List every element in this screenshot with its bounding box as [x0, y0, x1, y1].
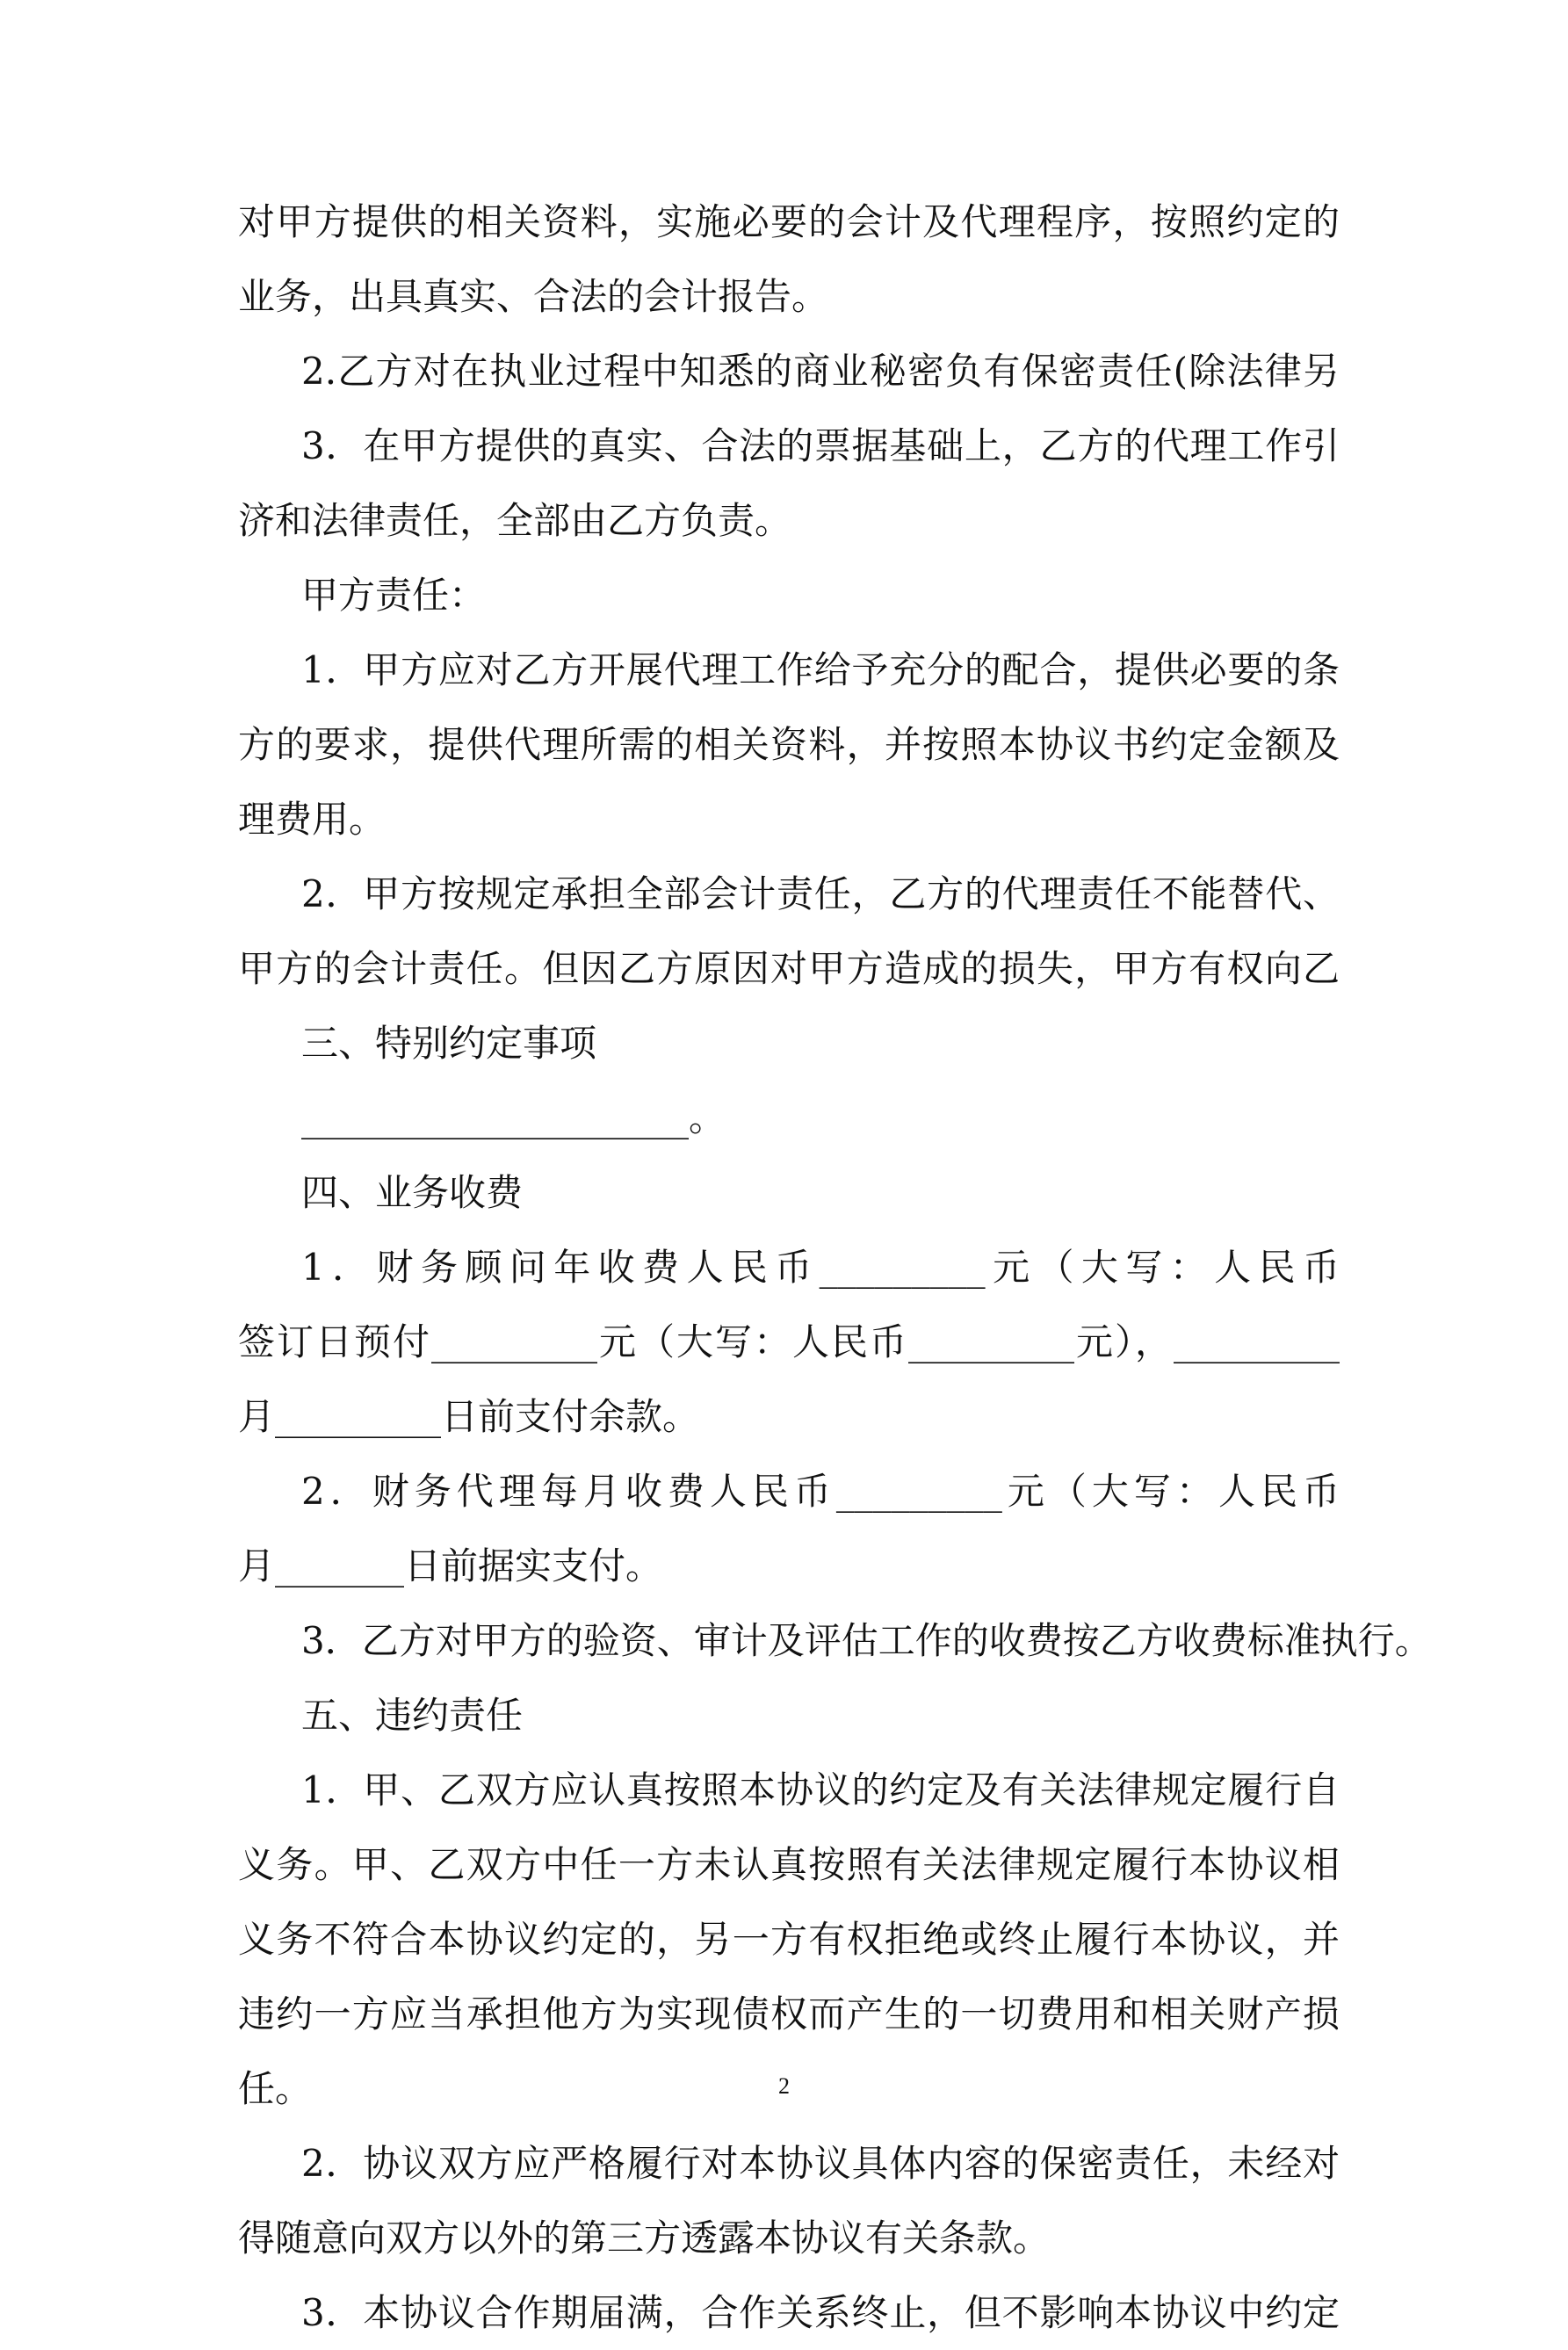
- text-line: 月_________日前支付余款。: [238, 1395, 700, 1438]
- text-line: _____________________。: [301, 1096, 726, 1139]
- text-line: 1．甲、乙双方应认真按照本协议的约定及有关法律规定履行自: [301, 1768, 1340, 1811]
- text-line: 四、业务收费: [301, 1171, 524, 1214]
- document-body: [238, 184, 1432, 2350]
- text-line: 1．财务顾问年收费人民币_________元（大写：人民币: [301, 1246, 1340, 1289]
- text-line: 业务，出具真实、合法的会计报告。: [238, 275, 829, 318]
- text-line: 2．甲方按规定承担全部会计责任，乙方的代理责任不能替代、: [301, 872, 1340, 915]
- text-line: 济和法律责任，全部由乙方负责。: [238, 499, 792, 542]
- text-line: 月_______日前据实支付。: [238, 1544, 663, 1587]
- text-line: 违约一方应当承担他方为实现债权而产生的一切费用和相关财产损: [238, 1992, 1340, 2035]
- text-line: 2.乙方对在执业过程中知悉的商业秘密负有保密责任(除法律另: [301, 350, 1340, 393]
- text-line: 任。: [238, 2067, 313, 2110]
- text-line: 3．本协议合作期届满，合作关系终止，但不影响本协议中约定: [301, 2291, 1340, 2334]
- text-line: 1．甲方应对乙方开展代理工作给予充分的配合，提供必要的条: [301, 648, 1340, 691]
- text-line: 得随意向双方以外的第三方透露本协议有关条款。: [238, 2216, 1051, 2260]
- text-line: 甲方的会计责任。但因乙方原因对甲方造成的损失，甲方有权向乙: [238, 947, 1340, 990]
- text-line: 义务。甲、乙双方中任一方未认真按照有关法律规定履行本协议相: [238, 1843, 1340, 1886]
- text-line: 理费用。: [238, 798, 387, 841]
- text-line: 五、违约责任: [301, 1694, 524, 1737]
- text-line: 2．协议双方应严格履行对本协议具体内容的保密责任，未经对: [301, 2142, 1340, 2185]
- text-line: 签订日预付_________元（大写：人民币_________元），_________: [238, 1320, 1340, 1363]
- text-line: 3．在甲方提供的真实、合法的票据基础上，乙方的代理工作引: [301, 424, 1340, 467]
- text-line: 对甲方提供的相关资料，实施必要的会计及代理程序，按照约定的: [238, 200, 1340, 243]
- text-line: 义务不符合本协议约定的，另一方有权拒绝或终止履行本协议，并: [238, 1918, 1340, 1961]
- text-line: 方的要求，提供代理所需的相关资料，并按照本协议书约定金额及: [238, 723, 1340, 766]
- page-number: 2: [778, 2073, 790, 2099]
- text-line: 3．乙方对甲方的验资、审计及评估工作的收费按乙方收费标准执行。: [301, 1619, 1432, 1662]
- text-line: 甲方责任：: [301, 574, 487, 617]
- text-line: 三、特别约定事项: [301, 1022, 597, 1065]
- text-line: 2．财务代理每月收费人民币_________元（大写：人民币: [301, 1470, 1340, 1513]
